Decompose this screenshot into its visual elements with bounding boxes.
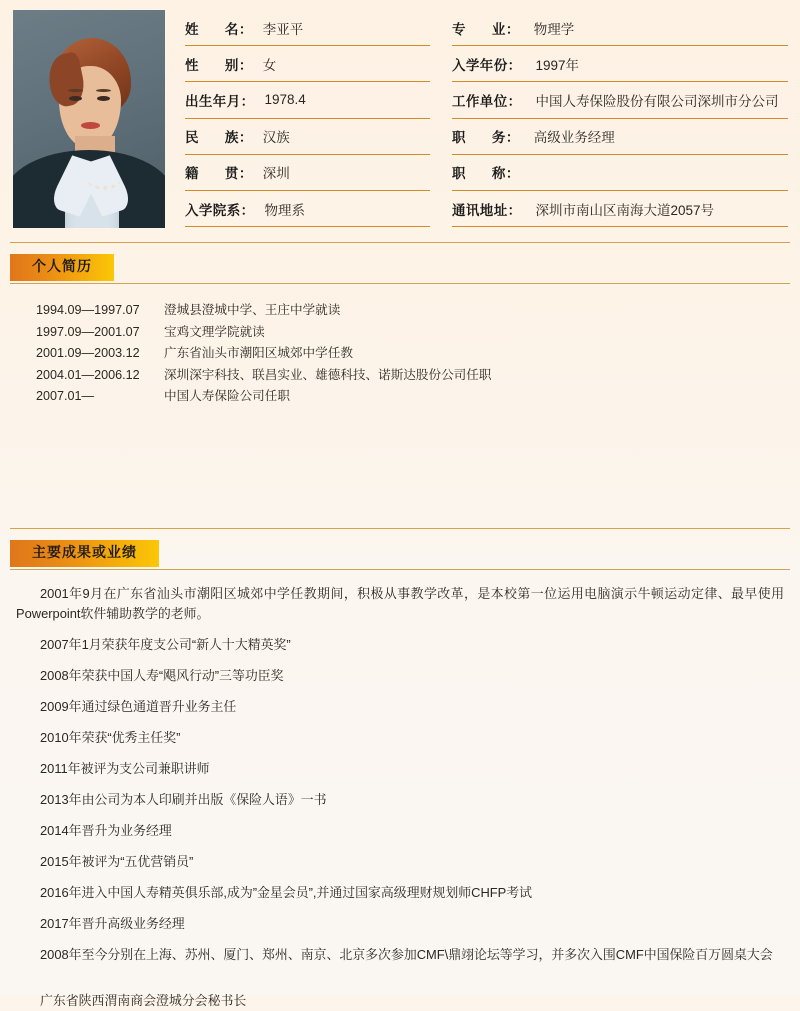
field-major [452, 10, 788, 46]
resume-item-period: 1997.09—2001.07 [36, 324, 140, 339]
achievements-section-header [10, 529, 790, 567]
field-name [185, 10, 430, 46]
achievement-item: 2011年被评为支公司兼职讲师 [40, 760, 210, 776]
achievement-item: 2014年晋升为业务经理 [40, 822, 172, 838]
resume-item-text: 澄城县澄城中学、王庄中学就读 [164, 303, 341, 318]
field-department-value: 物理系 [264, 202, 306, 218]
achievement-item: 2008年荣获中国人寿“飓风行动”三等功臣奖 [40, 667, 284, 683]
field-department-label: 入学院系： [185, 202, 255, 219]
resume-item [36, 343, 800, 365]
footer-note: 广东省陕西渭南商会澄城分会秘书长 [40, 992, 247, 1008]
field-hometown-value: 深圳 [262, 166, 290, 182]
resume-section-title: 个人简历 [10, 254, 114, 281]
resume-item [36, 300, 800, 322]
resume-item [36, 365, 800, 387]
resume-item-text: 深圳深宇科技、联昌实业、雄德科技、诺斯达股份公司任职 [164, 367, 492, 382]
portrait-photo [13, 10, 165, 228]
info-column-right [452, 10, 788, 228]
field-ethnicity-label: 民 族： [185, 130, 253, 147]
resume-item-period: 2007.01— [36, 389, 95, 404]
field-address-value: 深圳市南山区南海大道2057号 [535, 202, 715, 218]
field-gender [185, 46, 430, 82]
achievement-item: 2008年至今分别在上海、苏州、厦门、郑州、南京、北京多次参加CMF\鼎翊论坛等学习，并多次入围CMF中国保险百万圆桌大会 [40, 946, 773, 962]
photo-eye-right [97, 96, 110, 101]
achievements-list [0, 570, 800, 1011]
resume-list [0, 284, 800, 408]
field-enrollment-year [452, 46, 788, 82]
field-position-value: 高级业务经理 [533, 130, 615, 146]
achievement-item: 2015年被评为“五优营销员” [40, 853, 194, 869]
field-employer-label: 工作单位： [452, 93, 522, 110]
field-position-label: 职 务： [452, 130, 520, 147]
field-name-label: 姓 名： [185, 21, 253, 38]
section-spacer [0, 408, 800, 528]
achievement-item: 2009年通过绿色通道晋升业务主任 [40, 698, 237, 714]
field-birthdate-value: 1978.4 [264, 92, 306, 108]
resume-item-text: 中国人寿保险公司任职 [164, 389, 290, 404]
field-birthdate [185, 82, 430, 118]
field-gender-label: 性 别： [185, 57, 253, 74]
field-enrollment-year-label: 入学年份： [452, 57, 522, 74]
field-enrollment-year-value: 1997年 [535, 57, 580, 73]
field-major-label: 专 业： [452, 21, 520, 38]
resume-item-text: 广东省汕头市潮阳区城郊中学任教 [164, 346, 353, 361]
field-hometown [185, 155, 430, 191]
field-employer-value: 中国人寿保险股份有限公司深圳市分公司 [535, 93, 779, 109]
resume-item-period: 1994.09—1997.07 [36, 303, 140, 318]
achievement-item: 2010年荣获“优秀主任奖” [40, 729, 181, 745]
field-birthdate-label: 出生年月： [185, 93, 255, 110]
field-gender-value: 女 [262, 57, 277, 73]
field-ethnicity [185, 119, 430, 155]
achievement-item: 2007年1月荣获年度支公司“新人十大精英奖” [40, 636, 291, 652]
field-address-label: 通讯地址： [452, 202, 522, 219]
resume-item-text: 宝鸡文理学院就读 [164, 324, 265, 339]
field-address [452, 191, 788, 227]
resume-item-period: 2001.09—2003.12 [36, 346, 140, 361]
resume-section-header [10, 243, 790, 281]
info-column-left [185, 10, 430, 228]
field-department [185, 191, 430, 227]
achievement-item: 2001年9月在广东省汕头市潮阳区城郊中学任教期间，积极从事教学改革，是本校第一位运用电脑演示牛顿运动定律、最早使用Powerpoint软件辅助教学的老师。 [16, 585, 784, 621]
achievement-item: 2016年进入中国人寿精英俱乐部,成为”金星会员”,并通过国家高级理财规划师CHFP考试 [40, 884, 533, 900]
personal-info-table [165, 10, 788, 228]
field-title [452, 155, 788, 191]
field-hometown-label: 籍 贯： [185, 166, 253, 183]
field-ethnicity-value: 汉族 [262, 130, 290, 146]
field-employer [452, 82, 788, 118]
resume-item [36, 322, 800, 344]
field-name-value: 李亚平 [262, 21, 304, 37]
achievements-section-title: 主要成果或业绩 [10, 540, 159, 567]
photo-brow-right [96, 89, 111, 92]
field-title-label: 职 称： [452, 166, 520, 183]
achievement-item: 2013年由公司为本人印刷并出版《保险人语》一书 [40, 791, 327, 807]
field-major-value: 物理学 [533, 21, 575, 37]
achievement-item: 2017年晋升高级业务经理 [40, 915, 185, 931]
resume-item [36, 386, 800, 408]
resume-item-period: 2004.01—2006.12 [36, 367, 140, 382]
header-block [0, 0, 800, 228]
field-position [452, 119, 788, 155]
